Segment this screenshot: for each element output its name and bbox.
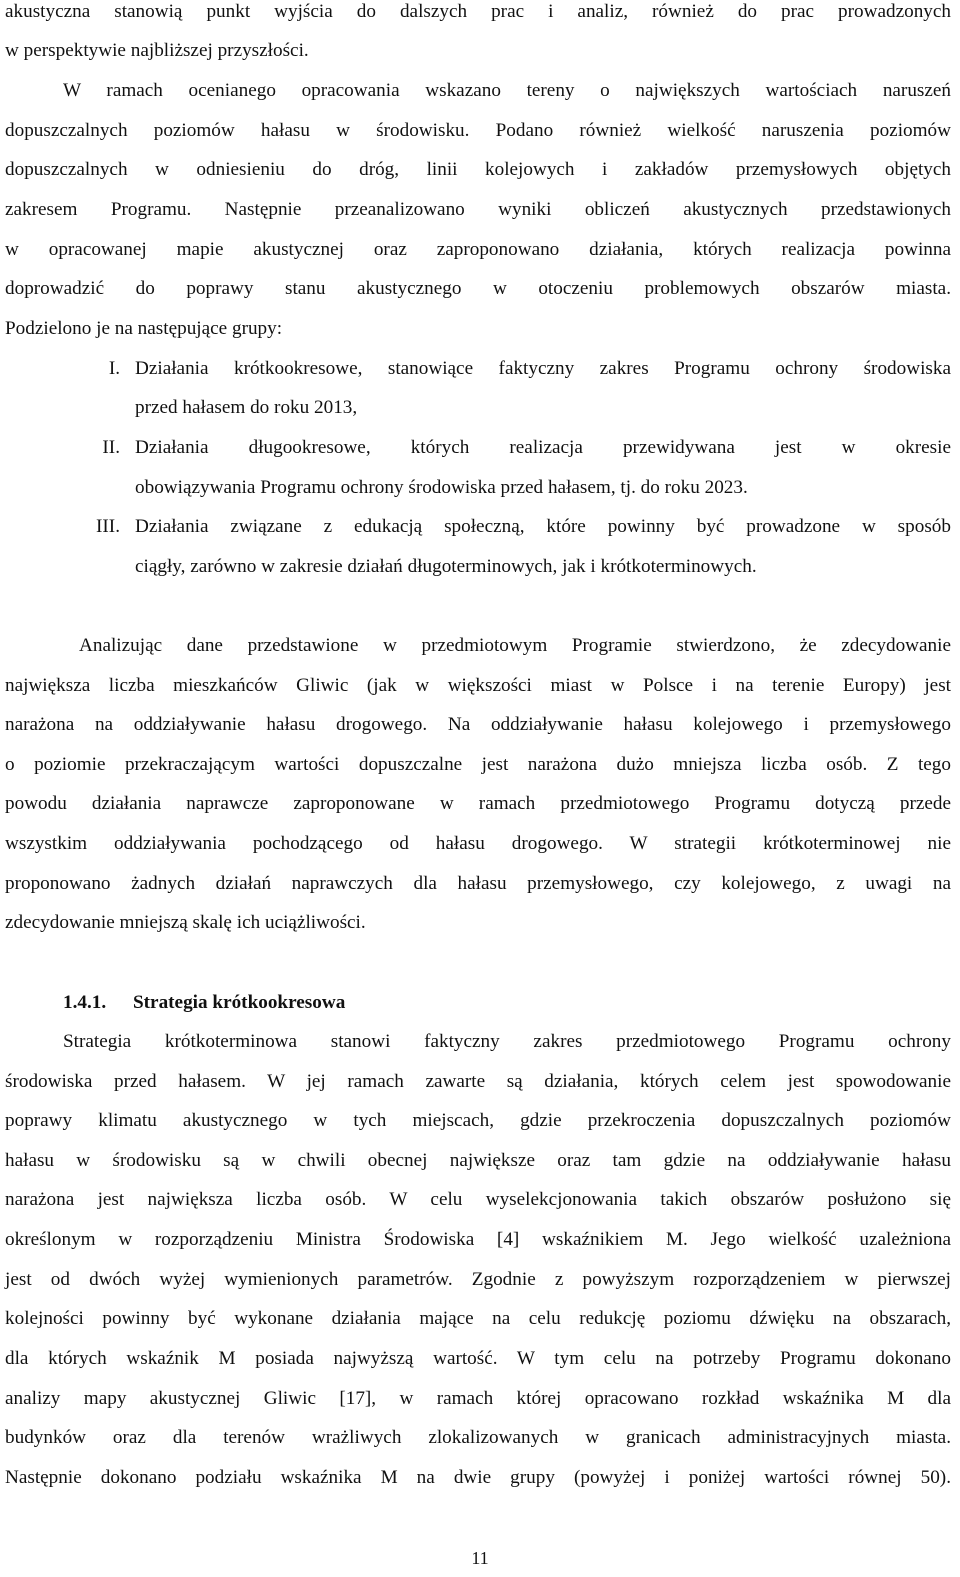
section-line: budynków oraz dla terenów wrażliwych zlokalizowanych w granicach administracyjnych miasta. bbox=[5, 1427, 951, 1448]
section-line: analizy mapy akustycznej Gliwic [17], w ramach której opracowano rozkład wskaźnika M dla bbox=[5, 1388, 951, 1409]
section-line: narażona jest największa liczba osób. W celu wyselekcjonowania takich obszarów posłużono się bbox=[5, 1189, 951, 1210]
group-line: obowiązywania Programu ochrony środowiska przed hałasem, tj. do roku 2023. bbox=[135, 477, 748, 498]
analysis-line: narażona na oddziaływanie hałasu drogowego. Na oddziaływanie hałasu kolejowego i przemysłowego bbox=[5, 714, 951, 735]
section-line: poprawy klimatu akustycznego w tych miejscach, gdzie przekroczenia dopuszczalnych poziomów bbox=[5, 1110, 951, 1131]
analysis-line: największa liczba mieszkańców Gliwic (jak w większości miast w Polsce i na terenie Europy) jest bbox=[5, 675, 951, 696]
analysis-line: zdecydowanie mniejszą skalę ich uciążliwości. bbox=[5, 912, 366, 933]
page-number: 11 bbox=[471, 1548, 489, 1568]
section-line: kolejności powinny być wykonane działania mające na celu redukcję poziomu dźwięku na obszarach, bbox=[5, 1308, 951, 1329]
group-line: przed hałasem do roku 2013, bbox=[135, 397, 358, 418]
group-number: I. bbox=[108, 358, 120, 379]
group-line: Działania związane z edukacją społeczną, które powinny być prowadzone w sposób bbox=[135, 516, 951, 537]
analysis-line: wszystkim oddziaływania pochodzącego od hałasu drogowego. W strategii krótkoterminowej nie bbox=[5, 833, 951, 854]
intro-line: W ramach ocenianego opracowania wskazano tereny o największych wartościach naruszeń bbox=[63, 80, 951, 101]
section-line: dla których wskaźnik M posiada najwyższą wartość. W tym celu na potrzeby Programu dokonano bbox=[5, 1348, 951, 1369]
group-line: Działania długookresowe, których realizacja przewidywana jest w okresie bbox=[135, 437, 951, 458]
analysis-line: powodu działania naprawcze zaproponowane w ramach przedmiotowego Programu dotyczą przede bbox=[5, 793, 951, 814]
section-heading bbox=[63, 991, 345, 1015]
group-number: III. bbox=[96, 516, 120, 537]
group-line: ciągły, zarówno w zakresie działań długoterminowych, jak i krótkoterminowych. bbox=[135, 556, 757, 577]
intro-line: dopuszczalnych poziomów hałasu w środowisku. Podano również wielkość naruszenia poziomów bbox=[5, 120, 951, 141]
section-line: hałasu w środowisku są w chwili obecnej największe oraz tam gdzie na oddziaływanie hałasu bbox=[5, 1150, 951, 1171]
analysis-line: o poziomie przekraczającym wartości dopuszczalne jest narażona dużo mniejsza liczba osób. Z tego bbox=[5, 754, 951, 775]
intro-line: zakresem Programu. Następnie przeanalizowano wyniki obliczeń akustycznych przedstawionych bbox=[5, 199, 951, 220]
intro-line: dopuszczalnych w odniesieniu do dróg, linii kolejowych i zakładów przemysłowych objętych bbox=[5, 159, 951, 180]
section-line: Strategia krótkoterminowa stanowi faktyczny zakres przedmiotowego Programu ochrony bbox=[63, 1031, 951, 1052]
section-line: jest od dwóch wyżej wymienionych parametrów. Zgodnie z powyższym rozporządzeniem w pierwszej bbox=[5, 1269, 951, 1290]
analysis-line: Analizując dane przedstawione w przedmiotowym Programie stwierdzono, że zdecydowanie bbox=[79, 635, 951, 656]
section-number: 1.4.1. bbox=[63, 992, 107, 1013]
analysis-line: proponowano żadnych działań naprawczych dla hałasu przemysłowego, czy kolejowego, z uwagi na bbox=[5, 873, 951, 894]
intro-line: Podzielono je na następujące grupy: bbox=[5, 318, 283, 339]
section-line: Następnie dokonano podziału wskaźnika M na dwie grupy (powyżej i poniżej wartości równej 50). bbox=[5, 1467, 951, 1488]
section-title: Strategia krótkookresowa bbox=[133, 992, 346, 1013]
intro-line: w opracowanej mapie akustycznej oraz zaproponowano działania, których realizacja powinna bbox=[5, 239, 951, 260]
group-line: Działania krótkookresowe, stanowiące faktyczny zakres Programu ochrony środowiska bbox=[135, 358, 951, 379]
intro-line: doprowadzić do poprawy stanu akustycznego w otoczeniu problemowych obszarów miasta. bbox=[5, 278, 951, 299]
intro-line: w perspektywie najbliższej przyszłości. bbox=[5, 40, 309, 61]
section-line: środowiska przed hałasem. W jej ramach zawarte są działania, których celem jest spowodowanie bbox=[5, 1071, 951, 1092]
group-number: II. bbox=[102, 437, 120, 458]
section-line: określonym w rozporządzeniu Ministra Środowiska [4] wskaźnikiem M. Jego wielkość uzależniona bbox=[5, 1229, 951, 1250]
intro-line: akustyczna stanowią punkt wyjścia do dalszych prac i analiz, również do prac prowadzonych bbox=[5, 1, 951, 22]
